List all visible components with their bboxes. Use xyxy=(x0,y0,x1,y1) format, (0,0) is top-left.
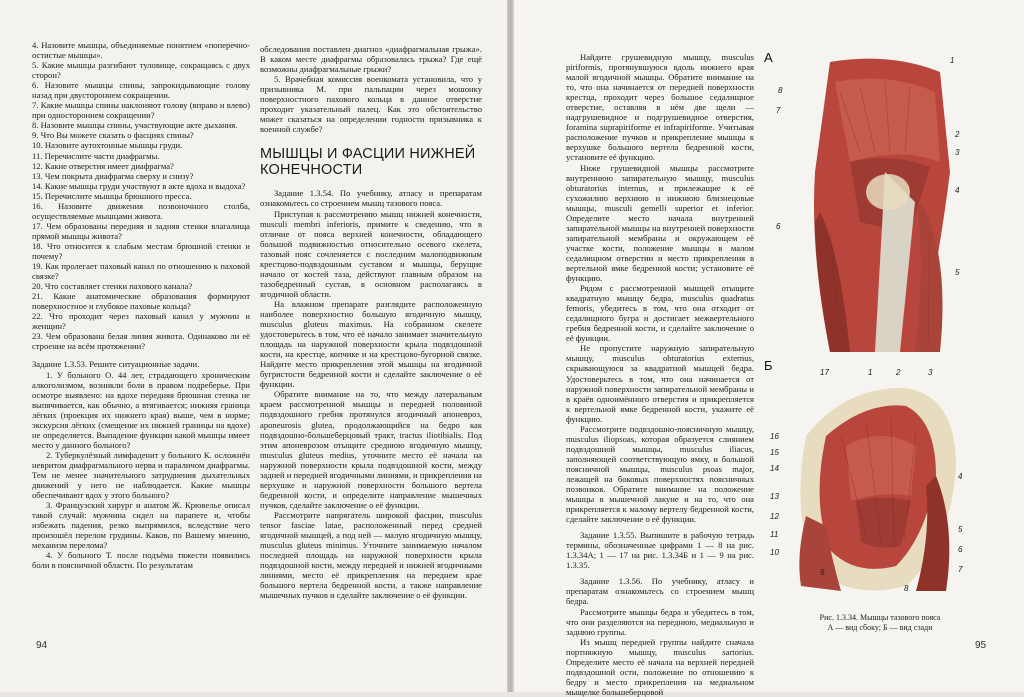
question-10: 10. Назовите аутохтонные мышцы груди. xyxy=(32,140,183,151)
callout-b-16: 16 xyxy=(770,432,779,441)
callout-a-5: 5 xyxy=(955,268,960,277)
caption-title: Рис. 1.3.34. Мышцы тазового пояса xyxy=(819,613,941,622)
figure-b-posterior-hip-muscles xyxy=(786,376,966,606)
question-11: 11. Перечислите части диафрагмы. xyxy=(32,150,160,161)
callout-b-1: 1 xyxy=(868,368,873,377)
case-3: 3. Французский хирург и анатом Ж. Крювелье описал такой случай: мужчина сидел на парапете и, чтобы избежать падения, резко выпрямился, вследствие чего произошёл перелом грудины. Каков, по Вашему мнению, механизм перелома? xyxy=(32,500,250,551)
paragraph-gluteus-minimus: Рассмотрите напрягатель широкой фасции, musculus tensor fasciae latae, расположенный перед средней ягодичной мышцей, а под ней — малую ягодичную мышцу, musculus gluteus minimus. Уточните занимаемую началом последней площадь на наружной поверхности крыла подвздошной кости, между передней и нижней ягодичными линиями, место её прикрепления на переднем крае большого вертела бедренной кости, а также направление мышечных пучков и сделайте заключение о её функции. xyxy=(260,509,482,601)
task-1-3-55: Задание 1.3.55. Выпишите в рабочую тетрадь термины, обозначенные цифрами 1 — 8 на рис. 1.3.34А; 1 — 17 на рис. 1.3.34Б и 1 — 9 на рис. 1.3.35. xyxy=(566,530,754,571)
question-15: 15. Перечислите мышцы брюшного пресса. xyxy=(32,190,192,201)
paragraph-gluteus-medius: Обратите внимание на то, что между латеральным краем рассмотренной мышцы и передней половиной подвздошного гребня протянулся ягодичный апоневроз, aponeurosis glutea, продолжающийся на бедро как подвздошно-большеберцовый тракт, tractus iliotibialis. Под этим апоневрозом отыщите среднюю ягодичную мышцу, musculus gluteus medius, уточните место её начала на наружной поверхности крыла подвздошной кости, между задней и передней ягодичными линиями, и прикрепления на верхушке и наружной поверхности большого вертела бедренной кости, и определите направление мышечных пучков, сделайте заключение о её функции. xyxy=(260,389,482,510)
callout-a-3: 3 xyxy=(955,148,960,157)
callout-b-8: 8 xyxy=(904,584,909,593)
question-9: 9. Что Вы можете сказать о фасциях спины? xyxy=(32,130,194,141)
case-4: 4. У больного Т. после подъёма тяжести появились боли в поясничной области. По результатам xyxy=(32,550,250,571)
callout-b-10: 10 xyxy=(770,548,779,557)
question-19: 19. Как пролегает паховый канал по отношению к паховой связке? xyxy=(32,261,250,282)
book-gutter xyxy=(507,0,514,692)
task-1-3-53-title: Задание 1.3.53. Решите ситуационные задачи. xyxy=(32,359,200,370)
question-23: 23. Чем образована белая линия живота. Одинаково ли её строение на всём протяжении? xyxy=(32,331,250,352)
callout-a-2: 2 xyxy=(955,130,960,139)
question-7: 7. Какие мышцы спины наклоняют голову (вправо и влево) при одностороннем сокращении? xyxy=(32,100,250,121)
task-1-3-56: Задание 1.3.56. По учебнику, атласу и препаратам ознакомьтесь со строением мышц бедра. xyxy=(566,576,754,607)
question-20: 20. Что составляет стенки пахового канала? xyxy=(32,281,193,292)
figure-caption xyxy=(800,613,960,633)
case-2: 2. Туберкулёзный лимфаденит у больного К. осложнён невритом диафрагмального нерва и параличом диафрагмы. Тем не менее значительного затруднения дыхательных движений у него не наблюдается. Какие мышцы обеспечивают вдох у этого больного? xyxy=(32,449,250,501)
callout-b-3: 3 xyxy=(928,368,933,377)
paragraph-piriformis: Найдите грушевидную мышцу, musculus piriformis, протянувшуюся вдоль нижнего края малой ягодичной мышцы. Обратите внимание на то, что она начинается от передней поверхности крестца, проходит через большое седалищное отверстие, оставляя в нём две щели — надгрушевидное и подгрушевидное отверстия, foramina suprapiriforme et infrapiriforme. Учитывая расположение пучков и прикрепление мышцы к верхушке большого вертела бедренной кости, установите её функцию. xyxy=(566,52,754,163)
task-1-3-54: Задание 1.3.54. По учебнику, атласу и препаратам ознакомьтесь со строением мышц тазового пояса. xyxy=(260,188,482,209)
case-1: 1. У больного О. 44 лет, страдающего хроническим алкоголизмом, возникли боли в правом подреберье. При осмотре выявлено: на вдохе передняя брюшная стенка не выпячивается, как обычно, а втягивается; нижняя граница лёгких (проекция их нижнего края) выше, чем в норме; экскурсия лёгких (смещение их нижней границы на вдохе) не определяется. Выпадение функции какой мышцы имеет место у данного больного? xyxy=(32,369,250,450)
left-column-2 xyxy=(260,44,482,600)
figure-a-lateral-hip-muscles xyxy=(790,52,970,352)
question-17: 17. Чем образованы передняя и задняя стенки влагалища прямой мышцы живота? xyxy=(32,220,250,241)
question-22: 22. Что проходит через паховый канал у мужчин и женщин? xyxy=(32,311,250,332)
question-16: 16. Назовите движения позвоночного столба, осуществляемые мышцами живота. xyxy=(32,200,250,221)
callout-a-4: 4 xyxy=(955,186,960,195)
figure-a-label: А xyxy=(764,50,773,65)
callout-b-12: 12 xyxy=(770,512,779,521)
figure-a-illustration xyxy=(790,52,970,352)
left-page xyxy=(0,0,507,692)
paragraph-obturator-internus: Ниже грушевидной мышцы рассмотрите внутреннюю запирательную мышцу, musculus obturatorius internus, и прилежащие к её сухожилию верхнюю и нижнюю близнецовые мышцы, musculi gemelli superior et inferior. Определите место начала внутренней запирательной мышцы на внутренней поверхности запирательной мембраны и окружающем её участке кости, положение мышцы в малом седалищном отверстии и место прикрепления в вертельной ямке бедренной кости; установите её функцию. xyxy=(566,162,754,284)
callout-b-7: 7 xyxy=(958,565,963,574)
figure-b-illustration xyxy=(786,376,966,606)
callout-b-13: 13 xyxy=(770,492,779,501)
paragraph-intro: Приступая к рассмотрению мышц нижней конечности, musculi membri inferioris, примите к сведению, что в отличие от пояса верхней конечности, обладающего большой подвижностью относительно осевого скелета, тазовый пояс сочленяется с последним малоподвижным крестцово-подвздошным суставом и мышцы, берущие начало от костей таза, действуют главным образом на тазобедренный сустав, в основном располагаясь в ягодичной области. xyxy=(260,208,482,299)
page-number-left: 94 xyxy=(36,640,48,651)
callout-a-8: 8 xyxy=(778,86,783,95)
paragraph-quadratus-femoris: Рядом с рассмотренной мышцей отыщите квадратную мышцу бедра, musculus quadratus femoris, убедитесь в том, что она отходит от седалищного бугра и достигает межвертельного гребня бедренной кости, и сделайте заключение о её функции. xyxy=(566,283,754,344)
case-4-continued: обследования поставлен диагноз «диафрагмальная грыжа». В каком месте диафрагмы образовалась грыжа? Где ещё возможны диафрагмальные грыжи? xyxy=(260,44,482,75)
callout-b-17: 17 xyxy=(820,368,829,377)
callout-a-1: 1 xyxy=(950,56,955,65)
figure-b-label: Б xyxy=(764,358,773,373)
question-18: 18. Что относится к слабым местам брюшной стенки и почему? xyxy=(32,240,250,261)
paragraph-thigh-groups: Рассмотрите мышцы бедра и убедитесь в том, что они разделяются на переднюю, медиальную и заднюю группы. xyxy=(566,606,754,637)
left-column-1 xyxy=(32,40,250,570)
callout-b-14: 14 xyxy=(770,464,779,473)
paragraph-gluteus-maximus: На влажном препарате разглядите расположенную наиболее поверхностно большую ягодичную мышцу, musculus gluteus maximus. На собранном скелете удостоверьтесь в том, что её начало занимает значительную площадь на наружной поверхности крыла подвздошной кости, на крестце, копчике и на крестцово-бугорной связке. Найдите место прикрепления этой мышцы на ягодичной бугристости бедренной кости и сделайте заключение о её функции. xyxy=(260,298,482,390)
right-column xyxy=(566,52,754,697)
question-8: 8. Назовите мышцы спины, участвующие акте дыхания. xyxy=(32,120,238,131)
callout-b-9: 9 xyxy=(820,568,825,577)
callout-b-4: 4 xyxy=(958,472,963,481)
callout-a-6: 6 xyxy=(776,222,781,231)
question-14: 14. Какие мышцы груди участвуют в акте вдоха и выдоха? xyxy=(32,180,246,191)
paragraph-sartorius: Из мышц передней группы найдите сначала портняжную мышцу, musculus sartorius. Определите место её начала на верхней передней подвздошной ости, положение по отношению к бедру и место прикрепления на медиальном мыщелке большеберцовой xyxy=(566,636,754,697)
callout-a-7: 7 xyxy=(776,106,781,115)
section-heading: МЫШЦЫ И ФАСЦИИ НИЖНЕЙ КОНЕЧНОСТИ xyxy=(260,146,476,179)
question-21: 21. Какие анатомические образования формируют поверхностное и глубокое паховые кольца? xyxy=(32,291,250,312)
callout-b-11: 11 xyxy=(770,530,779,539)
callout-b-2: 2 xyxy=(896,368,901,377)
question-6: 6. Назовите мышцы спины, запрокидывающие голову назад при двустороннем сокращении. xyxy=(32,80,250,101)
paragraph-iliopsoas: Рассмотрите подвздошно-поясничную мышцу, musculus iliopsoas, которая образуется слиянием подвздошной мышцы, musculus iliacus, заполняющей соответствующую ямку, и большой поясничной мышцы, musculus psoas major, лежащей на боковых поверхностях поясничных позвонков. Обратите внимание на положение мышцы в мышечной лакуне и на то, что она прикрепляется к малому вертелу бедренной кости, сделайте заключение о её функции. xyxy=(566,423,754,525)
callout-b-6: 6 xyxy=(958,545,963,554)
callout-b-5: 5 xyxy=(958,525,963,534)
callout-b-15: 15 xyxy=(770,448,779,457)
question-12: 12. Какие отверстия имеет диафрагма? xyxy=(32,160,174,171)
caption-subtitle: А — вид сбоку; Б — вид сзади xyxy=(827,623,933,632)
question-13: 13. Чем покрыта диафрагма сверху и снизу? xyxy=(32,170,194,181)
paragraph-obturator-externus: Не пропустите наружную запирательную мышцу, musculus obturatorius externus, скрывающуюся за квадратной мышцей бедра. Удостоверьтесь в том, что она начинается от наружной поверхности запирательной мембраны и в краёв одноимённого отверстия и прикрепляется к вертельной ямке бедренной кости, укажите её функцию. xyxy=(566,343,754,424)
question-5: 5. Какие мышцы разгибают туловище, сокращаясь с двух сторон? xyxy=(32,60,250,81)
question-4: 4. Назовите мышцы, объединяемые понятием «поперечно-остистые мышцы». xyxy=(32,40,250,61)
page-number-right: 95 xyxy=(975,640,987,651)
case-5: 5. Врачебная комиссия военкомата установила, что у призывника М. при пальпации через мошонку поверхностного пахового кольца в данное отверстие проходит указательный палец. Как это обстоятельство может сказаться на определении годности призывника к военной службе? xyxy=(260,74,482,135)
